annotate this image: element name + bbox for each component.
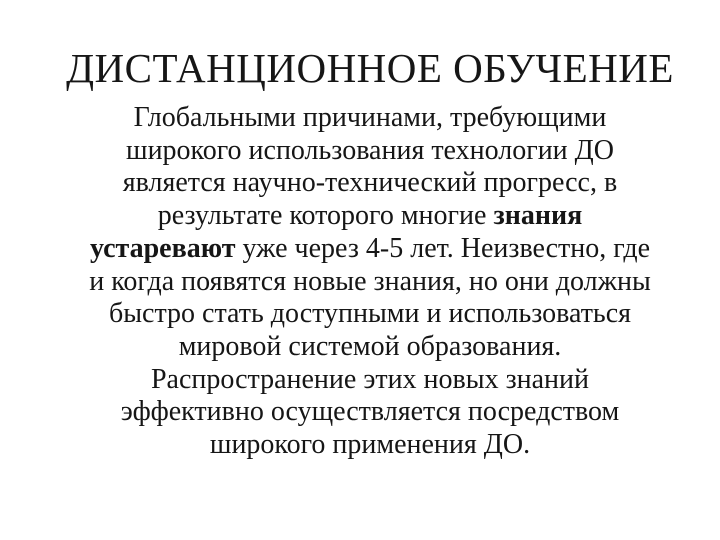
text-line: [30, 364, 710, 397]
text-line: [30, 200, 710, 233]
text-line: [30, 331, 710, 364]
line-segment: широкого использования технологии ДО: [126, 134, 614, 166]
text-line: [30, 266, 710, 299]
body-paragraph: [30, 102, 710, 462]
line-segment: Глобальными причинами, требующими: [133, 102, 607, 133]
text-line: [30, 233, 710, 266]
line-segment: и когда появятся новые знания, но они должны: [89, 265, 651, 297]
line-segment-bold: знания: [493, 200, 583, 232]
text-line: [30, 429, 710, 462]
slide-title: ДИСТАНЦИОННОЕ ОБУЧЕНИЕ: [66, 45, 674, 91]
text-line: [30, 298, 710, 331]
line-segment-bold: устаревают: [89, 232, 236, 264]
text-line: [30, 167, 710, 200]
text-line: [30, 102, 710, 135]
line-segment: широкого применения ДО.: [209, 429, 531, 461]
line-segment: эффективно осуществляется посредством: [120, 396, 620, 428]
line-segment: результате которого многие: [157, 200, 494, 232]
text-line: [30, 135, 710, 168]
line-segment: быстро стать доступными и использоваться: [108, 298, 632, 330]
line-segment: является научно-технический прогресс, в: [122, 167, 618, 199]
line-segment: мировой системой образования.: [178, 330, 562, 362]
text-line: [30, 396, 710, 429]
line-segment: Распространение этих новых знаний: [150, 363, 590, 395]
line-segment: уже через 4-5 лет. Неизвестно, где: [235, 232, 651, 264]
